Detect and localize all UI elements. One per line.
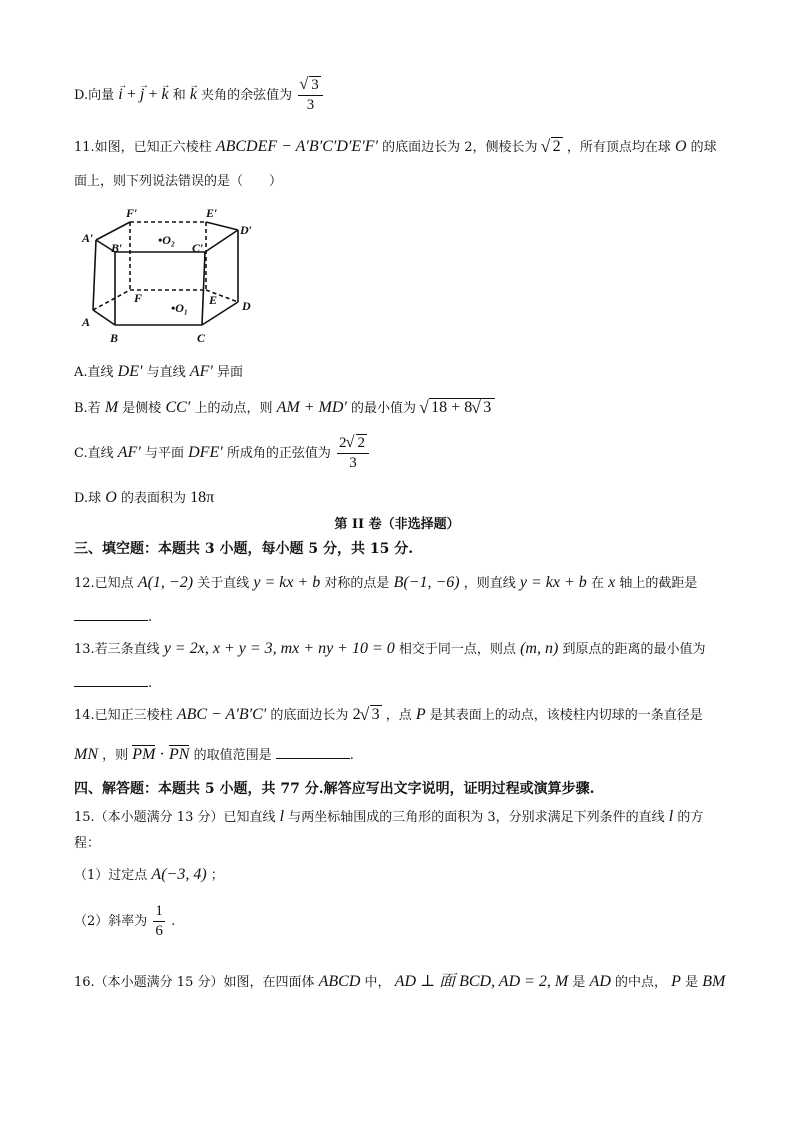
point: B(−1, −6) (393, 574, 460, 591)
text: 是其表面上的动点，该棱柱内切球的一条直径是 (429, 708, 703, 723)
equation: y = kx + b (519, 574, 587, 591)
edge (205, 230, 238, 252)
answer-blank[interactable] (74, 608, 148, 621)
frac-num: 3 (311, 77, 319, 93)
frac-den: 3 (306, 97, 315, 113)
section-title: 第 II 卷（非选择题） (334, 517, 460, 532)
vector-i: → i (118, 86, 122, 104)
text: 夹角的余弦值为 (201, 88, 293, 103)
text: 与直线 (146, 365, 186, 380)
q15-line1 (74, 806, 703, 826)
fraction (298, 78, 323, 113)
label-O1: •O₁ (171, 301, 189, 315)
rad: 2 (552, 138, 561, 155)
point-name: P (415, 706, 426, 723)
answer-blank[interactable] (276, 746, 350, 759)
text: 14.已知正三棱柱 (74, 708, 173, 723)
answer-blank[interactable] (74, 674, 148, 687)
var: x (608, 574, 616, 591)
line-name: DE′ (117, 363, 143, 380)
tetra-name: ABCD (318, 973, 361, 990)
coef: 2 (352, 706, 361, 723)
text: C.直线 (74, 446, 114, 461)
rad: 3 (371, 706, 380, 723)
label-F: F (134, 291, 143, 305)
edge (96, 222, 130, 240)
q12-line1 (74, 572, 697, 592)
text: 11.如图，已知正六棱柱 (74, 140, 212, 155)
text: ，所有顶点均在球 (566, 140, 671, 155)
vector-k: → k (161, 86, 168, 104)
line-name: l (668, 808, 674, 825)
text: 关于直线 (197, 576, 250, 591)
point-name: M (104, 399, 119, 416)
q11-option-d (74, 487, 214, 507)
text: 12.已知点 (74, 576, 134, 591)
text: 的表面积为 (120, 491, 186, 506)
text: ，则 (102, 748, 129, 763)
text: 是 (685, 975, 699, 990)
fraction (337, 436, 369, 471)
line-name: AF′ (189, 363, 213, 380)
frac-den: 6 (155, 923, 163, 939)
text: . (148, 610, 153, 625)
point: A(−3, 4) (151, 866, 207, 883)
text: 到原点的距离的最小值为 (562, 642, 706, 657)
equations: y = 2x, x + y = 3, mx + ny + 10 = 0 (163, 640, 395, 657)
text: 在 (590, 576, 604, 591)
prism-name: ABC − A′B′C′ (176, 706, 267, 723)
edge (93, 310, 115, 325)
prism-name: ABCDEF − A′B′C′D′E′F′ (215, 138, 378, 155)
text: （2）斜率为 (74, 914, 148, 929)
text: 是 (572, 975, 586, 990)
text: 16.（本小题满分 15 分）如图，在四面体 (74, 975, 315, 990)
label-A: A (82, 315, 91, 329)
text: ，点 (385, 708, 412, 723)
vector-pn: PN (169, 746, 190, 763)
q11-option-c (74, 436, 371, 471)
text: （1）过定点 (74, 868, 148, 883)
segment-name: MN (74, 746, 98, 763)
coef: 2 (339, 435, 347, 451)
text: ，则直线 (463, 576, 516, 591)
text: 轴上的截距是 (619, 576, 698, 591)
q10-option-d: D.向量 → i + → j + → k 和 → k 夹角的余弦值为 √ $\frac{3}{3}$ (74, 78, 325, 113)
text: 的球 (690, 140, 717, 155)
segment-name: BM (702, 973, 726, 990)
q15-sub1 (74, 864, 224, 884)
q13-line1 (74, 638, 705, 658)
q14-line2 (74, 744, 354, 764)
text: 上的动点，则 (194, 401, 273, 416)
q11-line2: 面上，则下列说法错误的是（ ） (74, 174, 283, 189)
label-C: C (197, 331, 206, 345)
rad: 18 + 8 (431, 399, 473, 416)
q15-line2: 程： (74, 836, 101, 851)
text: 与两坐标轴围成的三角形的面积为 3，分别求满足下列条件的直线 (288, 810, 665, 825)
text: 与平面 (144, 446, 184, 461)
ball-name: O (674, 138, 687, 155)
text: . (349, 748, 354, 763)
text: 13.若三条直线 (74, 642, 160, 657)
text: 的中点， (615, 975, 668, 990)
text: 的底面边长为 (270, 708, 349, 723)
part-four-heading: 四、解答题：本题共 5 小题，共 77 分.解答应写出文字说明，证明过程或演算步骤. (74, 781, 595, 797)
sqrt (420, 399, 495, 417)
vector-pm: PM (132, 746, 156, 763)
line-name: AF′ (117, 444, 141, 461)
line-name: l (279, 808, 285, 825)
text: ； (210, 868, 224, 883)
edge (93, 240, 96, 310)
vector-k: → k (190, 86, 197, 104)
text: A.直线 (74, 365, 114, 380)
text: 15.（本小题满分 13 分）已知直线 (74, 810, 276, 825)
hexagonal-prism-figure (78, 200, 278, 350)
point: A(1, −2) (137, 574, 194, 591)
label-Cp: C′ (192, 241, 204, 255)
text: 的底面边长为 2，侧棱长为 (382, 140, 538, 155)
edge (202, 252, 205, 325)
edge (202, 302, 238, 325)
vector-j: → j (140, 86, 144, 104)
sqrt (542, 138, 563, 156)
text: 的取值范围是 (193, 748, 272, 763)
text: 和 (172, 88, 186, 103)
q13-blank (74, 674, 152, 691)
label-Ep: E′ (206, 206, 218, 220)
expression: AM + MD′ (276, 399, 347, 416)
text: . (148, 676, 153, 691)
q11-option-a (74, 361, 243, 381)
condition: AD ⊥ 面 BCD, AD = 2, M (394, 973, 569, 990)
label-Bp: B′ (111, 241, 123, 255)
segment-name: AD (589, 973, 611, 990)
text: 是侧棱 (122, 401, 162, 416)
label-E: E (209, 293, 218, 307)
text: 中， (364, 975, 391, 990)
edge (206, 222, 238, 230)
edge (93, 290, 130, 310)
q11-option-b (74, 397, 495, 417)
text: 所成角的正弦值为 (226, 446, 331, 461)
value: 18π (190, 489, 215, 506)
q16-line1 (74, 968, 725, 991)
label-O2: •O₂ (158, 233, 176, 247)
text: 相交于同一点，则点 (398, 642, 516, 657)
text: . (171, 914, 176, 929)
q15-sub2 (74, 904, 175, 939)
label-D: D (242, 299, 251, 313)
ball-name: O (105, 489, 117, 506)
part-three-heading: 三、填空题：本题共 3 小题，每小题 5 分，共 15 分. (74, 541, 414, 557)
frac-num: 1 (153, 904, 165, 922)
q14-line1 (74, 704, 703, 724)
rad: 2 (357, 435, 366, 451)
text: 异面 (216, 365, 243, 380)
dot: · (159, 746, 165, 763)
equation: y = kx + b (253, 574, 321, 591)
point: (m, n) (520, 640, 559, 657)
text: 对称的点是 (324, 576, 390, 591)
frac-den: 3 (349, 455, 357, 471)
point-name: P (671, 973, 681, 990)
text: D.球 (74, 491, 102, 506)
text: 的方 (677, 810, 704, 825)
q12-blank (74, 608, 152, 625)
label-Dp: D′ (240, 223, 253, 237)
text: B.若 (74, 401, 101, 416)
label-B: B (110, 331, 119, 345)
text: D.向量 (74, 88, 115, 103)
edge-name: CC′ (165, 399, 191, 416)
text: 的最小值为 (351, 401, 417, 416)
plane-name: DFE′ (188, 444, 223, 461)
fraction (153, 904, 165, 939)
sqrt (361, 706, 382, 724)
label-Fp: F′ (126, 206, 138, 220)
label-Ap: A′ (82, 231, 94, 245)
q11-line1 (74, 136, 717, 156)
rad: 3 (483, 399, 492, 416)
